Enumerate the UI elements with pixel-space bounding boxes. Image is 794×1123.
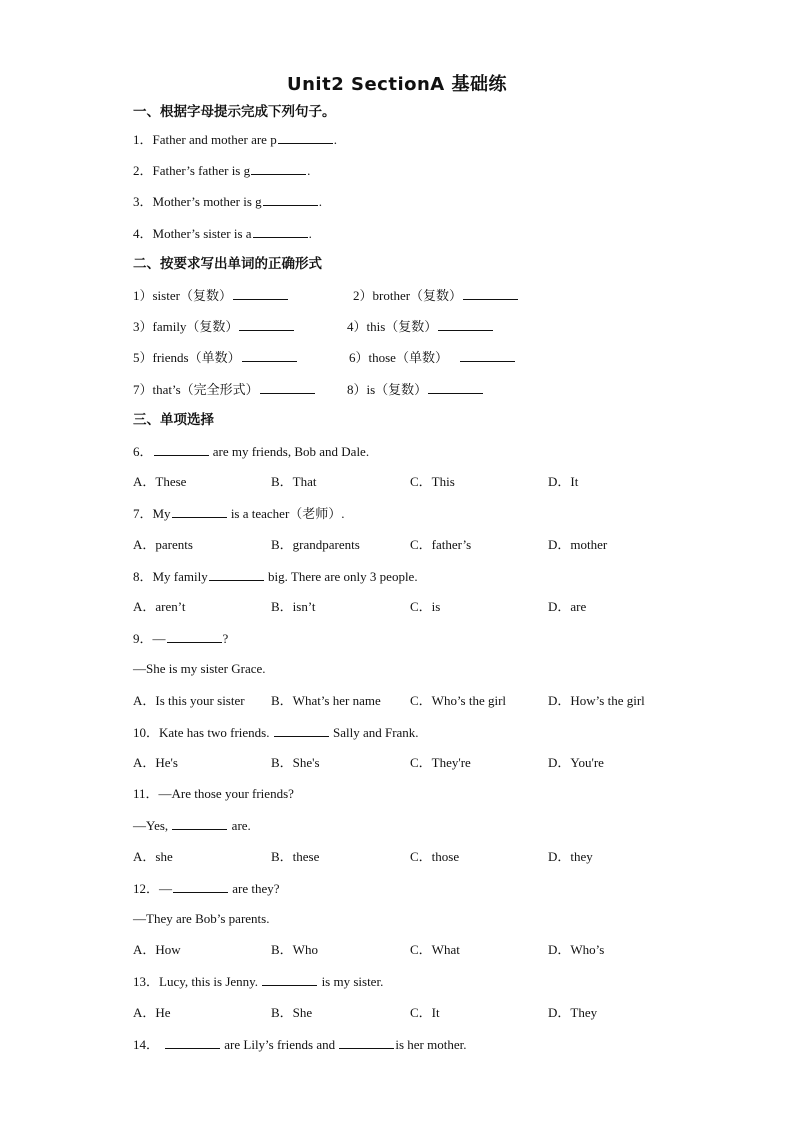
q10-option-a[interactable]: A．He's (133, 755, 178, 770)
question-9-reply: —She is my sister Grace. (133, 661, 266, 676)
q7-option-c[interactable]: C．father’s (410, 537, 472, 552)
q11-option-a[interactable]: A．she (133, 849, 173, 864)
page-title: Unit2 SectionA 基础练 (287, 74, 507, 95)
answer-blank[interactable] (460, 349, 515, 362)
s2-item-5: 5）friends（单数） (133, 349, 298, 366)
q9-option-d[interactable]: D．How’s the girl (548, 693, 645, 708)
q10-option-b[interactable]: B．She's (271, 755, 320, 770)
question-7: 7．My is a teacher（老师）. (133, 506, 345, 521)
answer-blank[interactable] (167, 630, 222, 643)
q13-option-a[interactable]: A．He (133, 1005, 171, 1020)
s1-item-4: 4．Mother’s sister is a . (133, 226, 312, 241)
answer-blank[interactable] (260, 381, 315, 394)
s2-item-3: 3）family（复数） (133, 318, 295, 335)
q6-option-c[interactable]: C．This (410, 474, 455, 489)
q12-option-d[interactable]: D．Who’s (548, 942, 605, 957)
question-12-reply: —They are Bob’s parents. (133, 911, 270, 926)
s2-item-7: 7）that’s（完全形式） (133, 381, 316, 398)
question-11: 11．—Are those your friends? (133, 786, 294, 801)
q6-option-a[interactable]: A．These (133, 474, 187, 489)
s2-item-6: 6）those（单数） (349, 349, 516, 366)
answer-blank[interactable] (251, 162, 306, 175)
q10-option-d[interactable]: D．You're (548, 755, 604, 770)
s2-item-8: 8）is（复数） (347, 381, 484, 398)
q7-option-b[interactable]: B．grandparents (271, 537, 360, 552)
answer-blank[interactable] (463, 287, 518, 300)
s2-item-4: 4）this（复数） (347, 318, 494, 335)
q6-option-d[interactable]: D．It (548, 474, 579, 489)
q7-option-a[interactable]: A．parents (133, 537, 193, 552)
q13-option-b[interactable]: B．She (271, 1005, 313, 1020)
question-13: 13．Lucy, this is Jenny. is my sister. (133, 974, 384, 989)
question-8: 8．My family big. There are only 3 people. (133, 569, 418, 584)
q6-option-b[interactable]: B．That (271, 474, 317, 489)
answer-blank[interactable] (263, 193, 318, 206)
answer-blank[interactable] (438, 318, 493, 331)
q11-option-d[interactable]: D．they (548, 849, 593, 864)
q8-option-a[interactable]: A．aren’t (133, 599, 186, 614)
answer-blank[interactable] (233, 287, 288, 300)
answer-blank[interactable] (278, 131, 333, 144)
q7-option-d[interactable]: D．mother (548, 537, 608, 552)
q12-option-c[interactable]: C．What (410, 942, 460, 957)
q12-option-b[interactable]: B．Who (271, 942, 318, 957)
question-12: 12．— are they? (133, 881, 280, 896)
s2-item-2: 2）brother（复数） (353, 287, 519, 304)
answer-blank[interactable] (165, 1036, 220, 1049)
section-3-heading: 三、单项选择 (133, 412, 214, 428)
answer-blank[interactable] (262, 973, 317, 986)
q8-option-c[interactable]: C．is (410, 599, 441, 614)
answer-blank[interactable] (172, 817, 227, 830)
answer-blank[interactable] (242, 349, 297, 362)
q12-option-a[interactable]: A．How (133, 942, 181, 957)
answer-blank[interactable] (274, 724, 329, 737)
q13-option-c[interactable]: C．It (410, 1005, 440, 1020)
q10-option-c[interactable]: C．They're (410, 755, 471, 770)
q13-option-d[interactable]: D．They (548, 1005, 598, 1020)
answer-blank[interactable] (209, 568, 264, 581)
section-2-heading: 二、按要求写出单词的正确形式 (133, 256, 322, 272)
question-6: 6． are my friends, Bob and Dale. (133, 444, 370, 459)
answer-blank[interactable] (172, 505, 227, 518)
q9-option-a[interactable]: A．Is this your sister (133, 693, 245, 708)
question-14: 14． are Lily’s friends and is her mother. (133, 1037, 467, 1052)
s1-item-1: 1．Father and mother are p . (133, 132, 337, 147)
answer-blank[interactable] (253, 225, 308, 238)
q8-option-d[interactable]: D．are (548, 599, 587, 614)
answer-blank[interactable] (339, 1036, 394, 1049)
answer-blank[interactable] (428, 381, 483, 394)
q11-option-c[interactable]: C．those (410, 849, 460, 864)
s1-item-2: 2．Father’s father is g . (133, 163, 311, 178)
answer-blank[interactable] (173, 880, 228, 893)
answer-blank[interactable] (239, 318, 294, 331)
q9-option-c[interactable]: C．Who’s the girl (410, 693, 507, 708)
s2-item-1: 1）sister（复数） (133, 287, 289, 304)
q11-option-b[interactable]: B．these (271, 849, 320, 864)
section-1-heading: 一、根据字母提示完成下列句子。 (133, 104, 336, 120)
question-9: 9．— ? (133, 631, 229, 646)
q8-option-b[interactable]: B．isn’t (271, 599, 316, 614)
question-11-reply: —Yes, are. (133, 818, 251, 833)
question-10: 10．Kate has two friends. Sally and Frank. (133, 725, 419, 740)
s1-item-3: 3．Mother’s mother is g . (133, 194, 322, 209)
answer-blank[interactable] (154, 443, 209, 456)
q9-option-b[interactable]: B．What’s her name (271, 693, 381, 708)
